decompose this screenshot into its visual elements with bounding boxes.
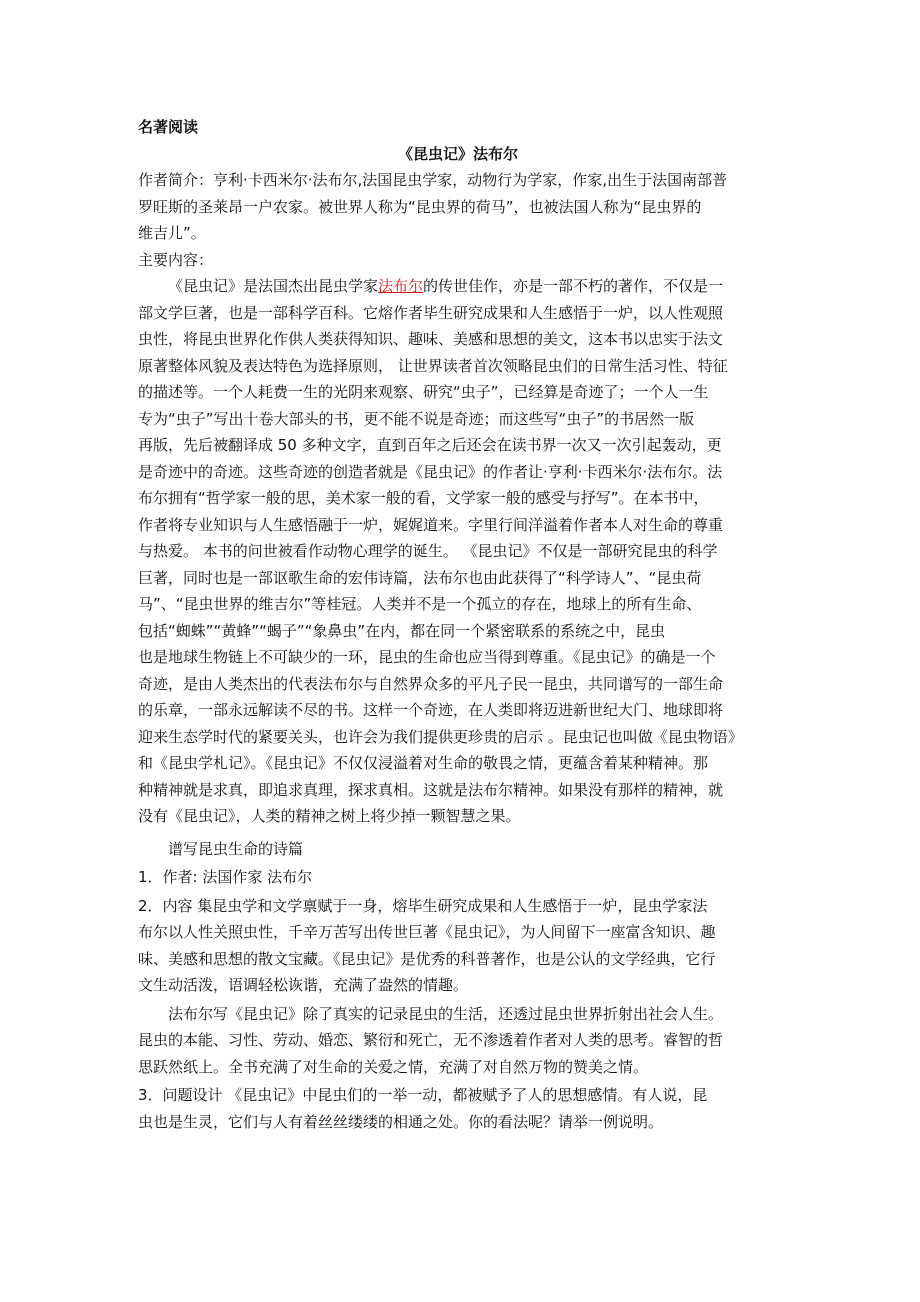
paragraph-line: 马”、“昆虫世界的维吉尔”等桂冠。人类并不是一个孤立的存在，地球上的所有生命、 (138, 595, 702, 613)
paragraph-first-line (138, 273, 778, 300)
item-content-line: 文生动活泼，语调轻松诙谐，充满了盎然的情趣。 (138, 976, 469, 994)
document-page (138, 114, 778, 1135)
paragraph-line: 虫性，将昆虫世界化作供人类获得知识、趣味、美感和思想的美文，这本书以忠实于法文 (138, 330, 724, 348)
intro-line: 罗旺斯的圣莱昂一户农家。被世界人称为“昆虫界的荷马”，也被法国人称为“昆虫界的 (138, 197, 702, 216)
main-paragraph (138, 273, 778, 830)
reflection-line: 昆虫的本能、习性、劳动、婚恋、繁衍和死亡，无不渗透着作者对人类的思考。睿智的哲 (138, 1031, 724, 1049)
reflection-line: 法布尔写《昆虫记》除了真实的记录昆虫的生活，还透过昆虫世界折射出社会人生。 (168, 1004, 724, 1023)
reflection-paragraph (138, 1001, 778, 1081)
question-line: 虫也是生灵，它们与人有着丝丝缕缕的相通之处。你的看法呢？请举一例说明。 (138, 1112, 664, 1131)
paragraph-line: 没有《昆虫记》，人类的精神之树上将少掉一颗智慧之果。 (138, 807, 521, 825)
text-segment: 的传世佳作，亦是一部不朽的著作，不仅是一 (423, 277, 724, 295)
paragraph-line: 奇迹，是由人类杰出的代表法布尔与自然界众多的平凡子民一昆虫，共同谱写的一部生命 (138, 674, 724, 693)
paragraph-line: 也是地球生物链上不可缺少的一环，昆虫的生命也应当得到尊重。《昆虫记》的确是一个 (138, 648, 716, 666)
paragraph-line: 部文学巨著，也是一部科学百科。它熔作者毕生研究成果和人生感悟于一炉，以人性观照 (138, 303, 724, 322)
paragraph-line: 布尔拥有“哲学家一般的思，美术家一般的看，文学家一般的感受与抒写”。在本书中， (138, 489, 709, 507)
paragraph-line: 的乐章，一部永远解读不尽的书。这样一个奇迹，在人类即将迈进新世纪大门、地球即将 (138, 701, 724, 719)
paragraph-line: 作者将专业知识与人生感悟融于一炉，娓娓道来。字里行间洋溢着作者本人对生命的尊重 (138, 515, 724, 534)
question-line: 3．问题设计 《昆虫记》中昆虫们的一举一动，都被赋予了人的思想感情。有人说，昆 (138, 1086, 708, 1104)
item-author: 1．作者: 法国作家 法布尔 (138, 868, 313, 886)
section-heading: 名著阅读 (138, 118, 199, 136)
paragraph-line: 种精神就是求真，即追求真理，探求真相。这就是法布尔精神。如果没有那样的精神，就 (138, 780, 724, 799)
paragraph-line: 的描述等。一个人耗费一生的光阴来观察、研究“虫子”，已经算是奇迹了；一个人一生 (138, 383, 709, 401)
paragraph-line: 与热爱。 本书的问世被看作动物心理学的诞生。 《昆虫记》不仅是一部研究昆虫的科学 (138, 542, 718, 560)
reflection-line: 思跃然纸上。全书充满了对生命的关爱之情，充满了对自然万物的赞美之情。 (138, 1057, 649, 1076)
intro-line: 维吉儿”。 (138, 224, 206, 242)
item-content-line: 2．内容 集昆虫学和文学禀赋于一身，熔毕生研究成果和人生感悟于一炉，昆虫学家法 (138, 896, 708, 915)
main-content-label: 主要内容： (138, 250, 214, 269)
subtitle: 谱写昆虫生命的诗篇 (168, 839, 304, 858)
item-content-line: 布尔以人性关照虫性，千辛万苦写出传世巨著《昆虫记》，为人间留下一座富含知识、趣 (138, 923, 716, 941)
paragraph-line: 迎来生态学时代的紧要关头，也许会为我们提供更珍贵的启示 。昆虫记也叫做《昆虫物语》 (138, 727, 743, 746)
book-title: 《昆虫记》法布尔 (397, 144, 518, 163)
item-content-line: 味、美感和思想的散文宝藏。《昆虫记》是优秀的科普著作，也是公认的文学经典，它行 (138, 949, 716, 968)
paragraph-line: 再版，先后被翻译成 50 多种文字，直到百年之后还会在读书界一次又一次引起轰动，更 (138, 436, 722, 454)
paragraph-line: 专为“虫子”写出十卷大部头的书，更不能不说是奇迹；而这些写“虫子”的书居然一版 (138, 409, 695, 428)
item-question (138, 1082, 778, 1135)
paragraph-line: 和《昆虫学札记》。《昆虫记》不仅仅浸溢着对生命的敬畏之情，更蕴含着某种精神。那 (138, 754, 709, 772)
paragraph-line: 巨著，同时也是一部讴歌生命的宏伟诗篇，法布尔也由此获得了“科学诗人”、“昆虫荷 (138, 568, 702, 587)
paragraph-line: 原著整体风貌及表达特色为选择原则， 让世界读者首次领略昆虫们的日常生活习性、特征 (138, 356, 728, 375)
fabre-link[interactable]: 法布尔 (378, 277, 424, 295)
text-segment: 《昆虫记》是法国杰出昆虫学家 (168, 277, 379, 295)
paragraph-line: 包括“蜘蛛”“黄蜂”“蝎子”“象鼻虫”在内，都在同一个紧密联系的系统之中，昆虫 (138, 621, 666, 640)
author-intro (138, 167, 778, 247)
item-content (138, 893, 778, 999)
paragraph-line: 是奇迹中的奇迹。这些奇迹的创造者就是《昆虫记》的作者让·亨利·卡西米尔·法布尔。法 (138, 462, 723, 481)
intro-line: 作者简介：亨利·卡西米尔·法布尔,法国昆虫学家，动物行为学家，作家,出生于法国南部普 (138, 171, 728, 189)
